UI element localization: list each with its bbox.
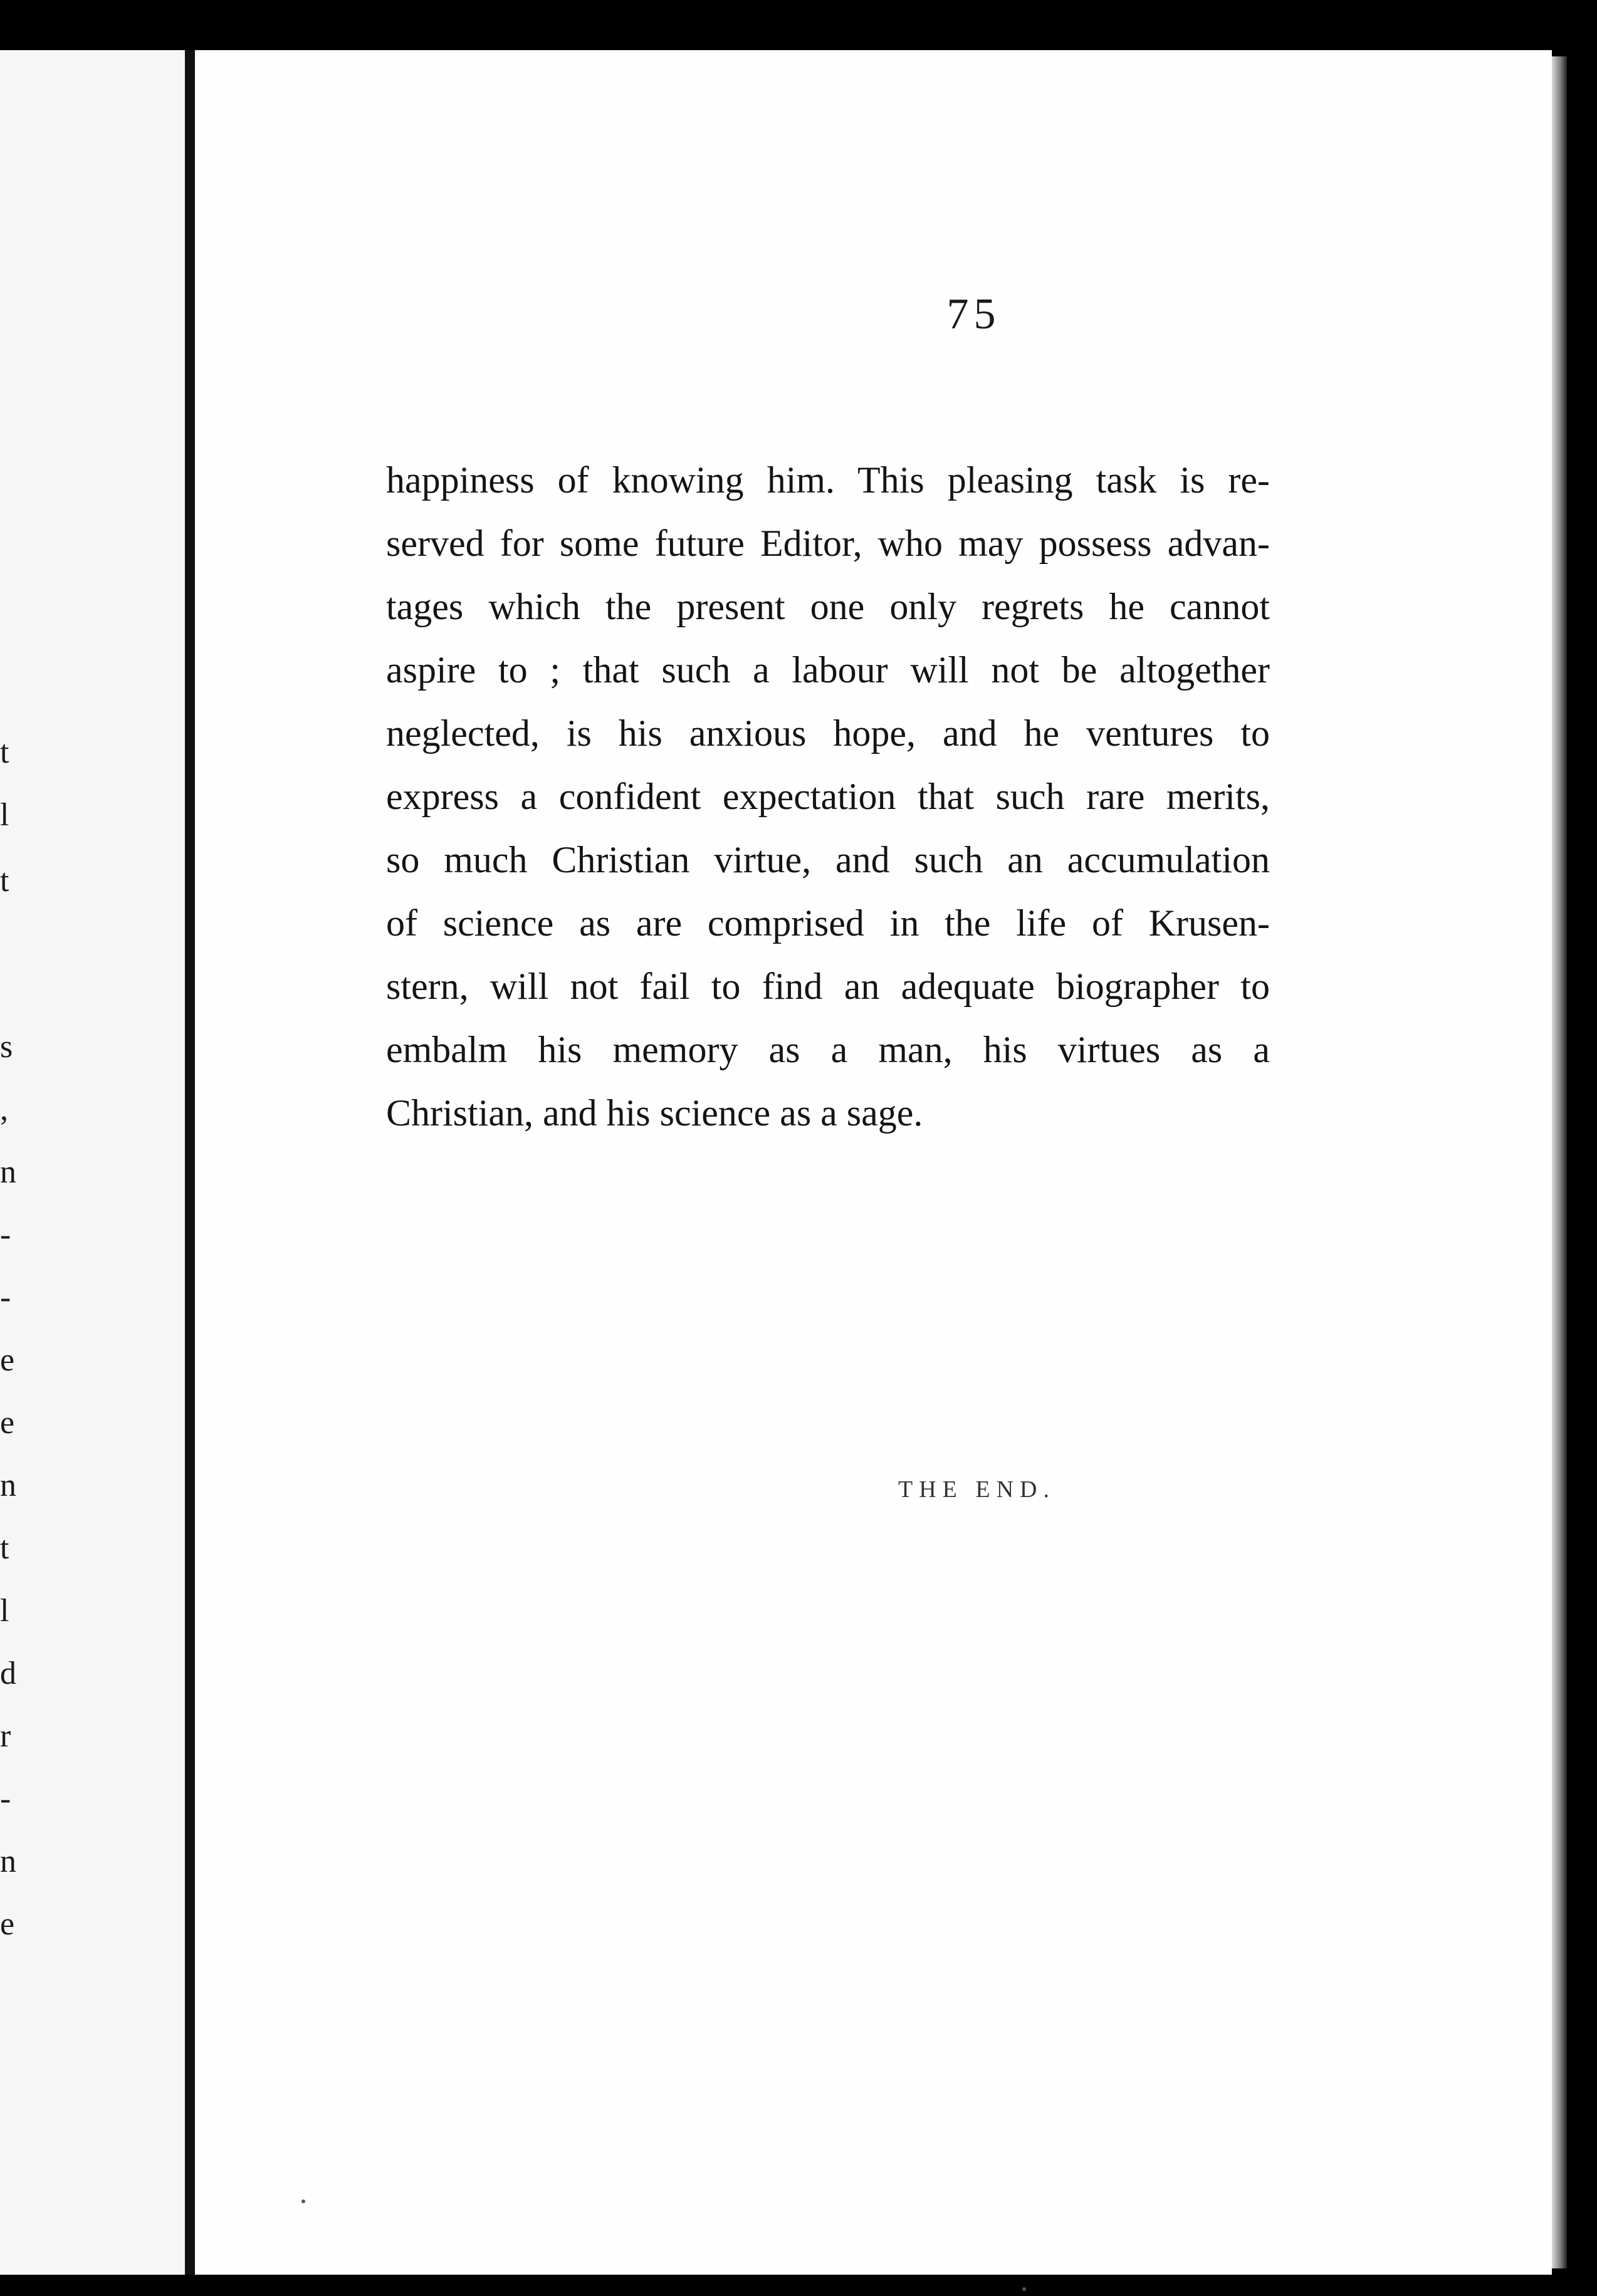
facing-page-fragment: t	[0, 734, 9, 770]
page-edge-shadow	[1552, 56, 1567, 2268]
paper-speck	[301, 2199, 305, 2203]
body-paragraph	[386, 449, 1270, 1145]
book-page	[195, 50, 1552, 2275]
facing-page-fragment: r	[0, 1718, 11, 1754]
book-gutter	[185, 50, 195, 2275]
text-line: express a confident expectation that such rare merits,	[386, 776, 1270, 817]
page-number: 75	[946, 290, 1001, 338]
facing-page-fragment: e	[0, 1405, 15, 1441]
closing-text: THE END.	[898, 1476, 1055, 1503]
text-line: tages which the present one only regrets he cannot	[386, 586, 1270, 627]
text-line: so much Christian virtue, and such an accumulation	[386, 839, 1270, 880]
facing-page-fragment: t	[0, 1530, 9, 1566]
text-line: Christian, and his science as a sage.	[386, 1092, 923, 1134]
text-line: of science as are comprised in the life of Krusen-	[386, 902, 1270, 944]
facing-page-fragment: n	[0, 1154, 16, 1190]
facing-page-fragment: l	[0, 797, 9, 833]
facing-page-fragment: d	[0, 1656, 16, 1691]
facing-page-fragment: e	[0, 1342, 15, 1378]
text-line: neglected, is his anxious hope, and he ventures to	[386, 712, 1270, 754]
facing-page-fragment: n	[0, 1468, 16, 1503]
text-line: embalm his memory as a man, his virtues as a	[386, 1029, 1270, 1070]
facing-page-fragment: ,	[0, 1092, 8, 1127]
text-line: stern, will not fail to find an adequate biographer to	[386, 966, 1270, 1007]
facing-page-fragment: -	[0, 1280, 11, 1315]
text-line: aspire to ; that such a labour will not be altogether	[386, 649, 1270, 691]
facing-page-fragment: n	[0, 1844, 16, 1879]
facing-page-fragment: t	[0, 863, 9, 899]
facing-page-fragment: l	[0, 1593, 9, 1629]
text-line: happiness of knowing him. This pleasing task is re-	[386, 459, 1270, 501]
facing-page-sliver	[0, 50, 185, 2275]
facing-page-fragment: e	[0, 1906, 15, 1942]
paper-speck	[1022, 2287, 1026, 2291]
text-line: served for some future Editor, who may possess advan-	[386, 523, 1270, 564]
facing-page-fragment: -	[0, 1217, 11, 1253]
facing-page-fragment: -	[0, 1781, 11, 1817]
facing-page-fragment: s	[0, 1029, 13, 1065]
